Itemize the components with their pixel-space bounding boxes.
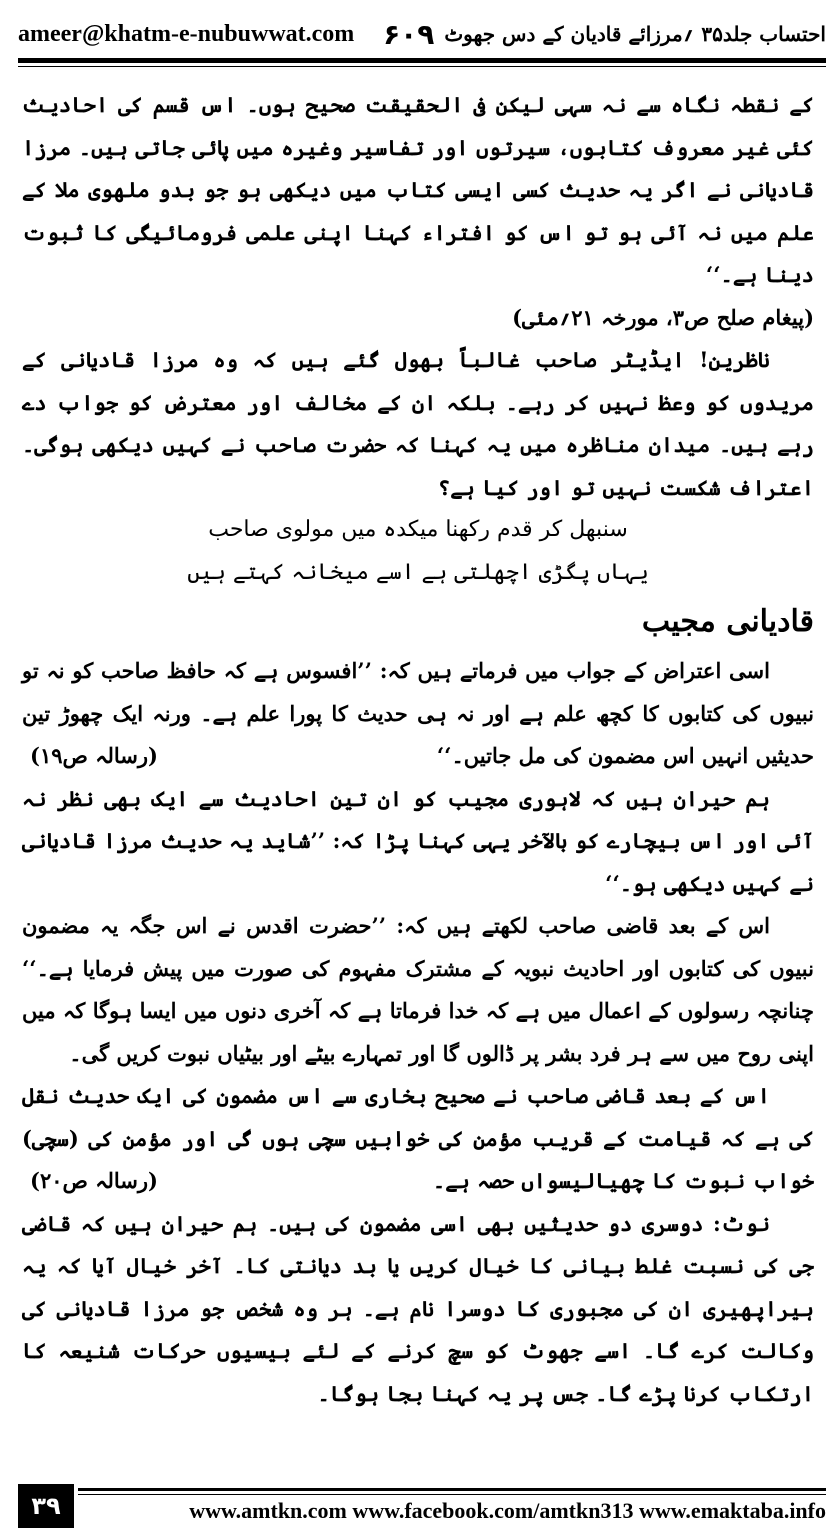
citation-2: (رسالہ ص۱۹) [30,743,158,768]
paragraph-3 [22,650,814,778]
citation-1: (پیغام صلح ص۳، مورخہ ۲۱؍مئی) [512,304,814,330]
document-body [22,84,814,1415]
paragraph-7: نوٹ: دوسری دو حدیثیں بھی اسی مضمون کی ہیں۔ ہم حیران ہیں کہ قاضی جی کی نسبت غلط بیانی کا خیال کریں یا بد دیانتی کا۔ آخر خیال آیا کہ یہ ہیراپھیری ان کی مجبوری کا دوسرا نام ہے۔ ہر وہ شخص جو مرزا قادیانی کی وکالت کرے گا۔ اسے جھوٹ کو سچ کرنے کے لئے بیسیوں حرکات شنیعہ کا ارتکاب کرنا پڑے گا۔ جس پر یہ کہنا بجا ہوگا۔ [22,1210,814,1406]
paragraph-6 [22,1075,814,1203]
paragraph-3-text: اسی اعتراض کے جواب میں فرماتے ہیں کہ: ’’افسوس ہے کہ حافظ صاحب کو نہ تو نبیوں کی کتابوں کا کچھ علم ہے اور نہ ہی حدیث کا پورا علم ہے۔ ورنہ ایک چھوڑ تین حدیثیں انہیں اس مضمون کی مل جاتیں۔‘‘ [22,658,814,768]
footer-urls[interactable]: www.amtkn.com www.facebook.com/amtkn313 www.emaktaba.info [189,1498,826,1523]
paragraph-1: کے نقطہ نگاہ سے نہ سہی لیکن فی الحقیقت صحیح ہوں۔ اس قسم کی احادیث کئی غیر معروف کتابوں، سیرتوں اور تفاسیر وغیرہ میں پائی جاتی ہیں۔ مرزا قادیانی نے اگر یہ حدیث کسی ایسی کتاب میں دیکھی ہو جو بدو ملھوی ملا کے علم میں نہ آئی ہو تو اس کو افتراء کہنا اپنی علمی فرومائیگی کا ثبوت دینا ہے۔‘‘ [22,92,814,287]
page-footer [18,1484,826,1528]
section-heading: قادیانی مجیب [641,604,814,639]
paragraph-6-text: اس کے بعد قاضی صاحب نے صحیح بخاری سے اس مضمون کی ایک حدیث نقل کی ہے کہ قیامت کے قریب مؤمن کی خوابیں سچی ہوں گی اور مؤمن کی (سچی) خواب نبوت کا چھیالیسواں حصہ ہے۔ [22,1083,814,1193]
footer-page-box: ۳۹ [18,1484,74,1528]
paragraph-4: ہم حیران ہیں کہ لاہوری مجیب کو ان تین احادیث سے ایک بھی نظر نہ آئی اور اس بیچارے کو بالآخر یہی کہنا پڑا کہ: ’’شاید یہ حدیث مرزا قادیانی نے کہیں دیکھی ہو۔‘‘ [22,785,814,896]
page-number: ۶۰۹ [383,17,435,51]
header-email[interactable]: ameer@khatm-e-nubuwwat.com [18,20,355,47]
verse-line-2: یہاں پگڑی اچھلتی ہے اسے میخانہ کہتے ہیں [187,559,649,585]
page-header [18,14,826,54]
header-title-group [383,18,826,51]
header-thick-rule [18,58,826,63]
paragraph-5: اس کے بعد قاضی صاحب لکھتے ہیں کہ: ’’حضرت اقدس نے اس جگہ یہ مضمون نبیوں کی کتابوں اور احادیث نبویہ کے مشترک مفہوم کی صورت میں پیش فرمایا ہے۔‘‘ چنانچہ رسولوں کے اعمال میں ہے کہ خدا فرماتا ہے کہ آخری دنوں میں ایسا ہوگا کہ میں اپنی روح میں سے ہر فرد بشر پر ڈالوں گا اور تمہارے بیٹے اور بیٹیاں نبوت کریں گی۔ [22,913,814,1066]
header-thin-rule [18,66,826,67]
header-title: احتساب جلد۳۵ ؍مرزائے قادیان کے دس جھوٹ [444,22,826,46]
verse-line-1: سنبھل کر قدم رکھنا میکدہ میں مولوی صاحب [208,517,628,542]
citation-3: (رسالہ ص۲۰) [30,1168,158,1193]
footer-thin-rule [78,1494,826,1495]
paragraph-2: ناظرین! ایڈیٹر صاحب غالباً بھول گئے ہیں کہ وہ مرزا قادیانی کے مریدوں کو وعظ نہیں کر رہے۔ بلکہ ان کے مخالف اور معترض کو جواب دے رہے ہیں۔ میدان مناظرہ میں یہ کہنا کہ حضرت صاحب نے کہیں دیکھی ہوگی۔ اعتراف شکست نہیں تو اور کیا ہے؟ [22,347,814,500]
footer-thick-rule [78,1488,826,1491]
